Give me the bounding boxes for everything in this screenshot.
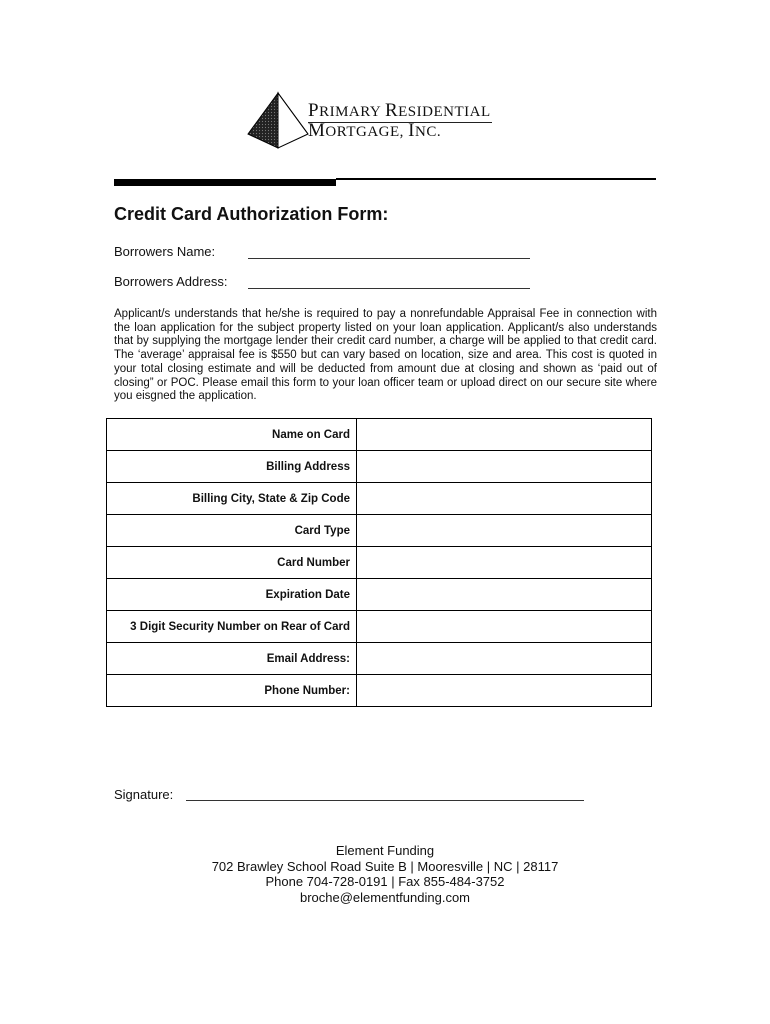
- card-details-table: [106, 418, 652, 707]
- table-row-label: Billing City, State & Zip Code: [107, 483, 357, 515]
- table-row-input[interactable]: [357, 419, 652, 451]
- logo-text-line2: MORTGAGE, INC.: [308, 120, 442, 141]
- signature-field[interactable]: [186, 800, 584, 801]
- table-row-input[interactable]: [357, 675, 652, 707]
- table-row-label: Phone Number:: [107, 675, 357, 707]
- pyramid-logo-icon: [246, 90, 310, 152]
- table-row: [107, 419, 652, 451]
- footer-company: Element Funding: [335, 843, 435, 858]
- table-row-label: Expiration Date: [107, 579, 357, 611]
- table-row-label: Card Type: [107, 515, 357, 547]
- table-row: [107, 579, 652, 611]
- table-row-input[interactable]: [357, 483, 652, 515]
- appraisal-fee-paragraph: Applicant/s understands that he/she is required to pay a nonrefundable Appraisal Fee in connection with the loan application for the subject property listed on your loan application. Applicant/s also understands that by supplying the mortgage lender their credit card number, a charge will be applied to that credit card. The ‘average’ appraisal fee is $550 but can vary based on location, size and area. This cost is quoted in your total closing estimate and will be deducted from amount due at closing and shown as ‘paid out of closing” or POC. Please email this form to your loan officer team or upload direct on our secure site where you eisgned the application.: [114, 308, 657, 403]
- table-row-label: Billing Address: [107, 451, 357, 483]
- table-row: [107, 515, 652, 547]
- table-row: [107, 451, 652, 483]
- form-title: Credit Card Authorization Form:: [114, 204, 389, 224]
- table-row-input[interactable]: [357, 515, 652, 547]
- company-logo: [246, 90, 506, 154]
- table-row-input[interactable]: [357, 579, 652, 611]
- footer-contact: [0, 843, 770, 905]
- header-divider-thin: [336, 178, 656, 180]
- table-row-label: Name on Card: [107, 419, 357, 451]
- table-row-input[interactable]: [357, 451, 652, 483]
- borrowers-address-field[interactable]: [248, 288, 530, 289]
- footer-email: broche@elementfunding.com: [299, 889, 470, 905]
- table-row: [107, 611, 652, 643]
- borrowers-name-field[interactable]: [248, 258, 530, 259]
- table-row: [107, 643, 652, 675]
- table-row: [107, 547, 652, 579]
- borrowers-address-label: Borrowers Address:: [114, 274, 228, 289]
- table-row-label: Email Address:: [107, 643, 357, 675]
- header-divider-thick: [114, 179, 336, 186]
- footer-address: 702 Brawley School Road Suite B | Mooresville | NC | 28117: [211, 858, 559, 874]
- table-row-input[interactable]: [357, 611, 652, 643]
- borrowers-name-label: Borrowers Name:: [114, 244, 216, 259]
- table-row: [107, 483, 652, 515]
- table-row-label: Card Number: [107, 547, 357, 579]
- signature-label: Signature:: [114, 787, 174, 802]
- table-row-label: 3 Digit Security Number on Rear of Card: [107, 611, 357, 643]
- table-row-input[interactable]: [357, 547, 652, 579]
- logo-text-line1: PRIMARY RESIDENTIAL: [308, 100, 491, 121]
- footer-phone: Phone 704-728-0191 | Fax 855-484-3752: [265, 874, 505, 889]
- table-row-input[interactable]: [357, 643, 652, 675]
- table-row: [107, 675, 652, 707]
